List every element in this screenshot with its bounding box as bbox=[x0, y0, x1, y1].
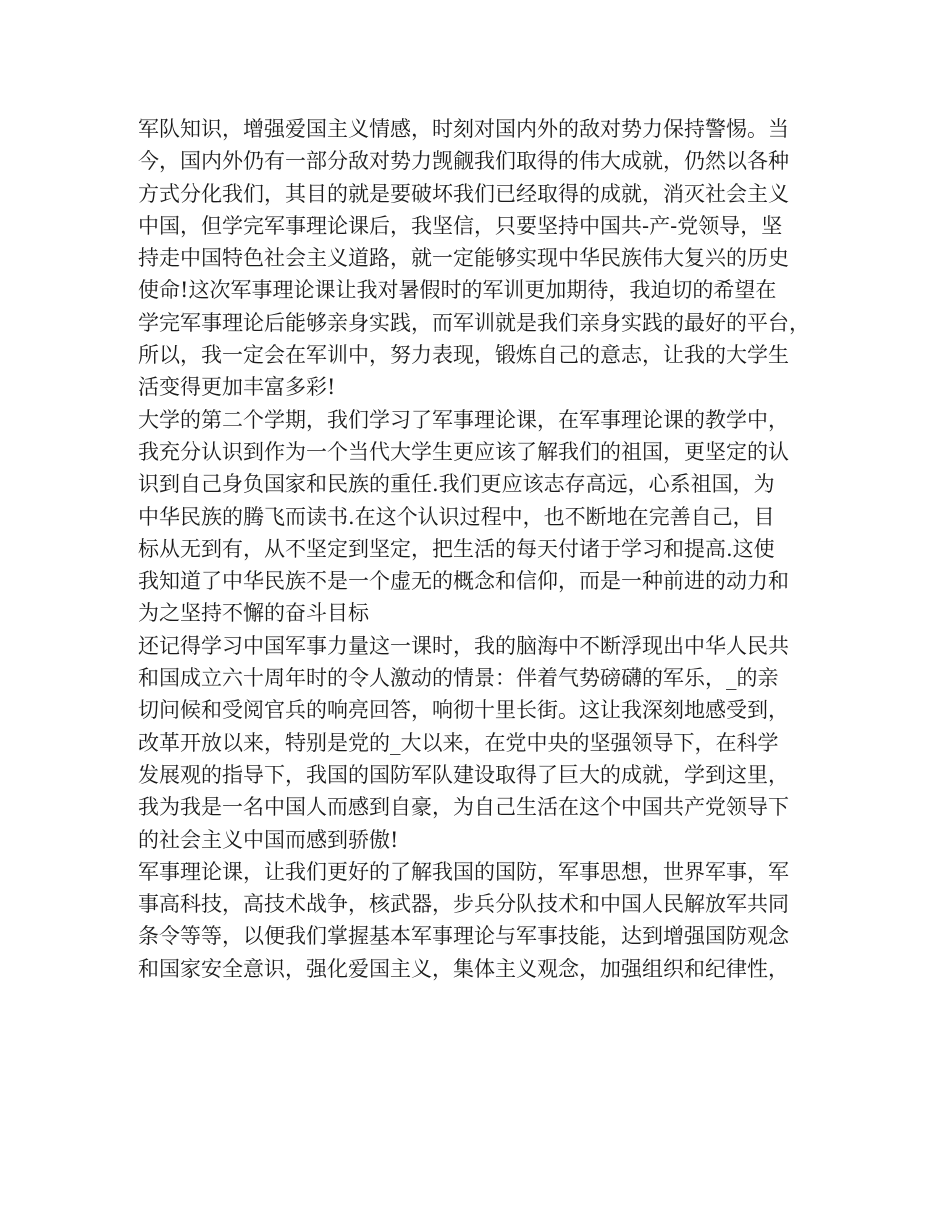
text-line: 军队知识，增强爱国主义情感，时刻对国内外的敌对势力保持警惕。当 bbox=[138, 117, 789, 141]
text-line: 条令等等，以便我们掌握基本军事理论与军事技能，达到增强国防观念 bbox=[138, 924, 789, 949]
text-line: 的社会主义中国而感到骄傲! bbox=[138, 827, 399, 852]
text-line: 和国家安全意识，强化爱国主义，集体主义观念，加强组织和纪律性， bbox=[138, 956, 789, 981]
text-line: 方式分化我们，其目的就是要破坏我们已经取得的成就，消灭社会主义 bbox=[138, 181, 789, 206]
paragraph-1 bbox=[138, 113, 818, 404]
text-line: 今，国内外仍有一部分敌对势力觊觎我们取得的伟大成就，仍然以各种 bbox=[138, 149, 789, 174]
text-line: 活变得更加丰富多彩! bbox=[138, 375, 336, 400]
text-line: 大学的第二个学期，我们学习了军事理论课，在军事理论课的教学中， bbox=[138, 407, 789, 432]
paragraph-2 bbox=[138, 404, 818, 630]
text-line: 持走中国特色社会主义道路，就一定能够实现中华民族伟大复兴的历史 bbox=[138, 246, 789, 271]
text-line: 改革开放以来，特别是党的_大以来，在党中央的坚强领导下，在科学 bbox=[138, 730, 779, 755]
paragraph-3 bbox=[138, 630, 818, 856]
text-line: 我充分认识到作为一个当代大学生更应该了解我们的祖国，更坚定的认 bbox=[138, 439, 789, 464]
text-line: 我为我是一名中国人而感到自豪，为自己生活在这个中国共产党领导下 bbox=[138, 795, 789, 820]
document-body bbox=[138, 113, 818, 985]
paragraph-4 bbox=[138, 856, 818, 985]
text-line: 和国成立六十周年时的令人激动的情景：伴着气势磅礴的军乐，_的亲 bbox=[138, 666, 779, 691]
text-line: 中国，但学完军事理论课后，我坚信，只要坚持中国共-产-党领导，坚 bbox=[138, 213, 783, 238]
text-line: 学完军事理论后能够亲身实践，而军训就是我们亲身实践的最好的平台， bbox=[138, 310, 810, 335]
text-line: 识到自己身负国家和民族的重任.我们更应该志存高远，心系祖国，为 bbox=[138, 472, 775, 497]
text-line: 为之坚持不懈的奋斗目标 bbox=[138, 601, 369, 626]
text-line: 所以，我一定会在军训中，努力表现，锻炼自己的意志，让我的大学生 bbox=[138, 343, 789, 368]
text-line: 使命!这次军事理论课让我对暑假时的军训更加期待，我迫切的希望在 bbox=[138, 278, 777, 303]
text-line: 事高科技，高技术战争，核武器，步兵分队技术和中国人民解放军共同 bbox=[138, 892, 789, 917]
text-line: 还记得学习中国军事力量这一课时，我的脑海中不断浮现出中华人民共 bbox=[138, 633, 789, 658]
text-line: 中华民族的腾飞而读书.在这个认识过程中，也不断地在完善自己，目 bbox=[138, 504, 775, 529]
text-line: 切问候和受阅官兵的响亮回答，响彻十里长街。这让我深刻地感受到， bbox=[138, 698, 789, 723]
text-line: 标从无到有，从不坚定到坚定，把生活的每天付诸于学习和提高.这使 bbox=[138, 536, 775, 561]
text-line: 我知道了中华民族不是一个虚无的概念和信仰，而是一种前进的动力和 bbox=[138, 569, 789, 594]
text-line: 发展观的指导下，我国的国防军队建设取得了巨大的成就，学到这里， bbox=[138, 762, 789, 787]
text-line: 军事理论课，让我们更好的了解我国的国防，军事思想，世界军事，军 bbox=[138, 859, 789, 884]
